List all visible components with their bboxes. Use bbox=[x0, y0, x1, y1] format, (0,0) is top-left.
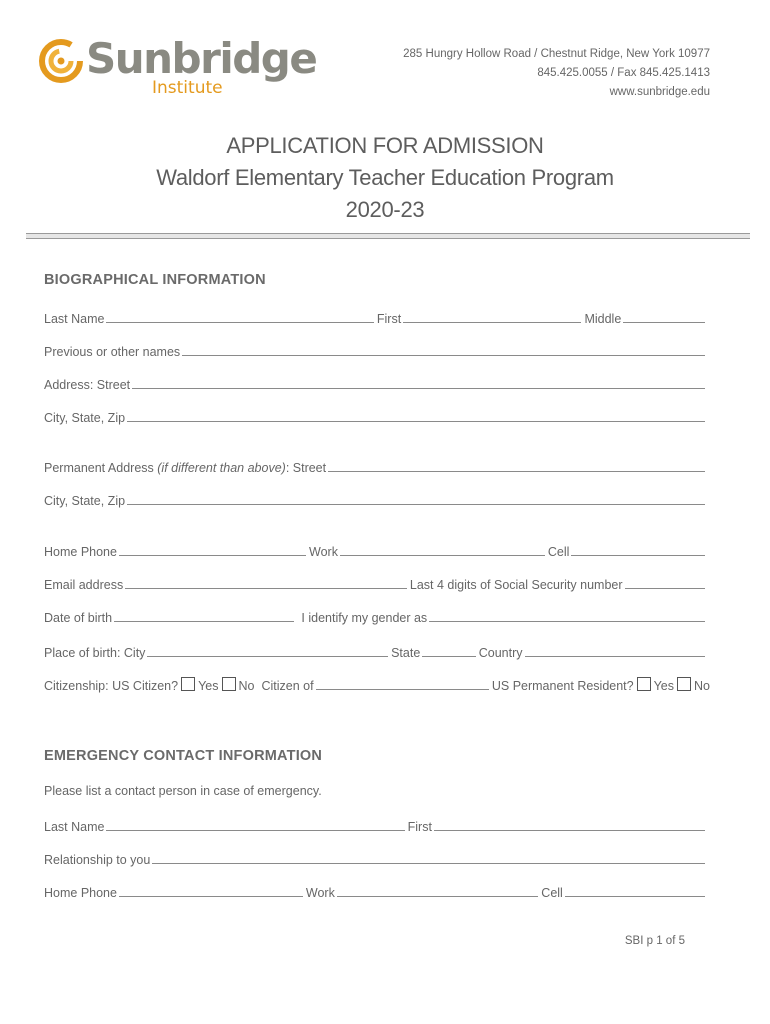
emergency-first-name-field[interactable] bbox=[434, 829, 705, 831]
title-line-2: Waldorf Elementary Teacher Education Program bbox=[156, 165, 614, 190]
birth-city-field[interactable] bbox=[147, 655, 388, 657]
email-label: Email address bbox=[44, 578, 124, 592]
city-state-zip-label: City, State, Zip bbox=[44, 411, 126, 425]
permanent-address-label: Permanent Address (if different than above): Street bbox=[44, 461, 327, 475]
permanent-address-row bbox=[44, 455, 708, 475]
city-state-zip-field[interactable] bbox=[127, 420, 705, 422]
emergency-work-phone-field[interactable] bbox=[337, 895, 538, 897]
last-name-label: Last Name bbox=[44, 312, 105, 326]
us-citizen-no-checkbox[interactable] bbox=[222, 677, 236, 691]
permanent-resident-yes-checkbox[interactable] bbox=[637, 677, 651, 691]
email-field[interactable] bbox=[125, 587, 407, 589]
relationship-label: Relationship to you bbox=[44, 853, 151, 867]
address-street-field[interactable] bbox=[132, 387, 705, 389]
title-line-3: 2020-23 bbox=[345, 197, 425, 222]
birth-city-label: Place of birth: City bbox=[44, 646, 146, 660]
birth-country-label: Country bbox=[478, 646, 523, 660]
dob-row bbox=[44, 605, 708, 625]
permanent-street-field[interactable] bbox=[328, 470, 705, 472]
previous-names-field[interactable] bbox=[182, 354, 705, 356]
cell-phone-label: Cell bbox=[547, 545, 570, 559]
work-phone-field[interactable] bbox=[340, 554, 545, 556]
address-row bbox=[44, 372, 708, 392]
sunbridge-logo bbox=[38, 34, 317, 108]
permanent-city-field[interactable] bbox=[127, 503, 705, 505]
home-phone-label: Home Phone bbox=[44, 545, 117, 559]
us-citizen-no-label: No bbox=[238, 679, 255, 693]
relationship-row bbox=[44, 847, 708, 867]
contact-block bbox=[403, 45, 710, 102]
birth-state-field[interactable] bbox=[422, 655, 475, 657]
ssn-field[interactable] bbox=[625, 587, 705, 589]
emergency-heading: EMERGENCY CONTACT INFORMATION bbox=[44, 748, 323, 764]
birth-country-field[interactable] bbox=[525, 655, 705, 657]
emergency-home-phone-field[interactable] bbox=[119, 895, 303, 897]
website-link[interactable]: www.sunbridge.edu bbox=[609, 86, 710, 98]
work-phone-label: Work bbox=[309, 545, 338, 559]
middle-name-field[interactable] bbox=[623, 321, 705, 323]
logo-subtitle: Institute bbox=[152, 78, 223, 98]
previous-names-row bbox=[44, 339, 708, 359]
emergency-cell-phone-field[interactable] bbox=[565, 895, 705, 897]
dob-label: Date of birth bbox=[44, 611, 113, 625]
page-number: SBI p 1 of 5 bbox=[624, 935, 685, 947]
citizen-of-field[interactable] bbox=[316, 688, 489, 690]
address-line: 285 Hungry Hollow Road / Chestnut Ridge, New York 10977 bbox=[403, 48, 710, 60]
emergency-note: Please list a contact person in case of emergency. bbox=[44, 784, 322, 798]
emergency-phone-row bbox=[44, 880, 708, 900]
relationship-field[interactable] bbox=[152, 862, 705, 864]
birth-state-label: State bbox=[391, 646, 421, 660]
phone-row bbox=[44, 539, 708, 559]
gender-label: I identify my gender as bbox=[301, 611, 428, 625]
gender-field[interactable] bbox=[429, 620, 705, 622]
permanent-city-label: City, State, Zip bbox=[44, 494, 126, 508]
name-row bbox=[44, 306, 708, 326]
permanent-resident-label: US Permanent Resident? bbox=[491, 679, 634, 693]
first-name-label: First bbox=[376, 312, 402, 326]
ssn-label: Last 4 digits of Social Security number bbox=[409, 578, 623, 592]
permanent-resident-yes-label: Yes bbox=[653, 679, 675, 693]
permanent-city-row bbox=[44, 488, 708, 508]
emergency-first-name-label: First bbox=[407, 820, 432, 834]
permanent-resident-no-label: No bbox=[694, 679, 710, 693]
emergency-name-row bbox=[44, 814, 708, 834]
phone-line: 845.425.0055 / Fax 845.425.1413 bbox=[537, 67, 710, 79]
us-citizen-yes-checkbox[interactable] bbox=[181, 677, 195, 691]
email-row bbox=[44, 572, 708, 592]
emergency-last-name-label: Last Name bbox=[44, 820, 105, 834]
middle-name-label: Middle bbox=[584, 312, 622, 326]
dob-field[interactable] bbox=[114, 620, 294, 622]
logo-wordmark: Sunbridge bbox=[86, 34, 317, 83]
document-title bbox=[0, 130, 770, 226]
cell-phone-field[interactable] bbox=[571, 554, 705, 556]
birthplace-row bbox=[44, 640, 708, 660]
address-street-label: Address: Street bbox=[44, 378, 131, 392]
first-name-field[interactable] bbox=[403, 321, 581, 323]
us-citizen-yes-label: Yes bbox=[198, 679, 219, 693]
title-divider bbox=[26, 233, 750, 239]
sun-spiral-icon bbox=[38, 38, 84, 84]
bio-heading: BIOGRAPHICAL INFORMATION bbox=[44, 272, 266, 288]
previous-names-label: Previous or other names bbox=[44, 345, 181, 359]
city-row bbox=[44, 405, 708, 425]
emergency-home-phone-label: Home Phone bbox=[44, 886, 117, 900]
home-phone-field[interactable] bbox=[119, 554, 306, 556]
last-name-field[interactable] bbox=[106, 321, 373, 323]
permanent-resident-no-checkbox[interactable] bbox=[677, 677, 691, 691]
title-line-1: APPLICATION FOR ADMISSION bbox=[226, 133, 544, 158]
citizen-of-label: Citizen of bbox=[261, 679, 314, 693]
citizenship-row bbox=[44, 673, 710, 693]
emergency-cell-phone-label: Cell bbox=[541, 886, 563, 900]
emergency-last-name-field[interactable] bbox=[106, 829, 404, 831]
citizenship-label: Citizenship: US Citizen? bbox=[44, 679, 179, 693]
emergency-work-phone-label: Work bbox=[305, 886, 335, 900]
